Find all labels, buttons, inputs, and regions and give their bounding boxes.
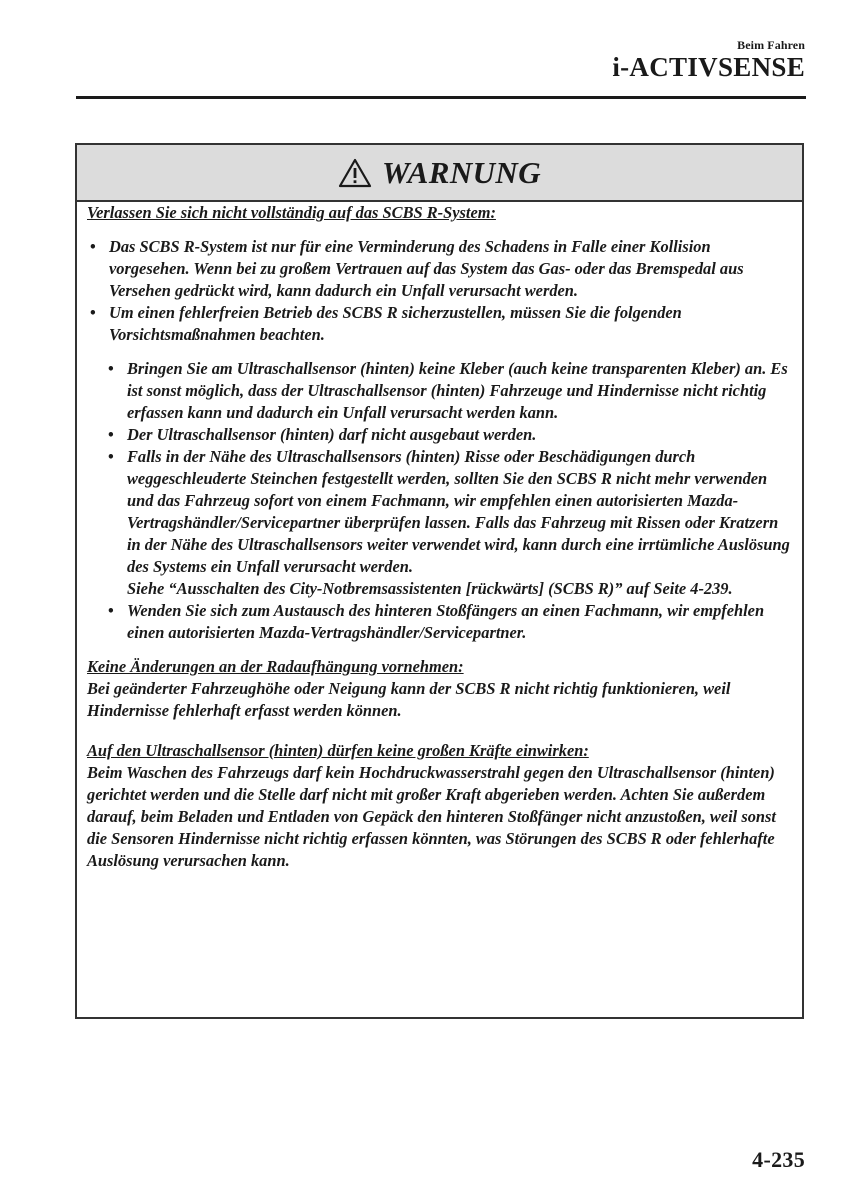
warning-heading-sensor-force: Auf den Ultraschallsensor (hinten) dürfen keine großen Kräfte einwirken: xyxy=(87,741,589,760)
warning-body xyxy=(87,202,794,872)
list-item: • Bringen Sie am Ultraschallsensor (hinten) keine Kleber (auch keine transparenten Kleber) an. Es ist sonst möglich, dass der Ultraschallsensor (hinten) Fahrzeuge und Hindernisse nicht richtig erfassen kann und dadurch ein Unfall verursacht werden kann. xyxy=(105,358,794,424)
warning-heading-scbs: Verlassen Sie sich nicht vollständig auf das SCBS R-System: xyxy=(87,203,496,222)
warning-heading-suspension: Keine Änderungen an der Radaufhängung vornehmen: xyxy=(87,657,464,676)
list-item-text: Falls in der Nähe des Ultraschallsensors (hinten) Risse oder Beschädigungen durch weggeschleuderte Steinchen festgestellt werden, sollten Sie den SCBS R nicht mehr verwenden und das Fahrzeug sofort von einem Fachmann, wir empfehlen einen autorisierten Mazda-Vertragshändler/Servicepartner überprüfen lassen. Falls das Fahrzeug mit Rissen oder Kratzern in der Nähe des Ultraschallsensors weiter verwendet wird, kann durch eine irrtümliche Auslösung des Systems ein Unfall verursacht werden. xyxy=(127,447,790,576)
suspension-paragraph: Bei geänderter Fahrzeughöhe oder Neigung kann der SCBS R nicht richtig funktionieren, weil Hindernisse fehlerhaft erfasst werden können. xyxy=(87,679,731,720)
warning-box xyxy=(75,143,804,1019)
header-divider xyxy=(76,96,806,99)
precaution-list xyxy=(105,358,794,644)
section-label: Beim Fahren xyxy=(737,38,805,52)
sensor-force-paragraph: Beim Waschen des Fahrzeugs darf kein Hochdruckwasserstrahl gegen den Ultraschallsensor (hinten) gerichtet werden und die Stelle darf nicht mit großer Kraft abgerieben werden. Achten Sie außerdem darauf, beim Beladen und Entladen von Gepäck den hinteren Stoßfänger nicht anzustoßen, weil sonst die Sensoren Hindernisse nicht richtig erfassen könnten, was Störungen des SCBS R oder fehlerhafte Auslösung verursachen kann. xyxy=(87,763,776,870)
list-item: • Wenden Sie sich zum Austausch des hinteren Stoßfängers an einen Fachmann, wir empfehlen einen autorisierten Mazda-Vertragshändler/Servicepartner. xyxy=(105,600,794,644)
warning-header xyxy=(77,145,802,202)
cross-reference: Siehe “Ausschalten des City-Notbremsassistenten [rückwärts] (SCBS R)” auf Seite 4-239. xyxy=(127,579,733,598)
page-number: 4-235 xyxy=(752,1147,805,1172)
warning-list xyxy=(87,236,794,346)
list-item: • Der Ultraschallsensor (hinten) darf nicht ausgebaut werden. xyxy=(105,424,794,446)
list-item: • Um einen fehlerfreien Betrieb des SCBS R sicherzustellen, müssen Sie die folgenden Vorsichtsmaßnahmen beachten. xyxy=(87,302,794,346)
list-item: • Das SCBS R-System ist nur für eine Verminderung des Schadens in Falle einer Kollision vorgesehen. Wenn bei zu großem Vertrauen auf das System das Gas- oder das Bremspedal aus Versehen gedrückt wird, kann dadurch ein Unfall verursacht werden. xyxy=(87,236,794,302)
page-title: i-ACTIVSENSE xyxy=(612,52,805,82)
warning-triangle-icon xyxy=(338,158,372,188)
warning-title: WARNUNG xyxy=(382,154,541,190)
list-item xyxy=(105,446,794,600)
